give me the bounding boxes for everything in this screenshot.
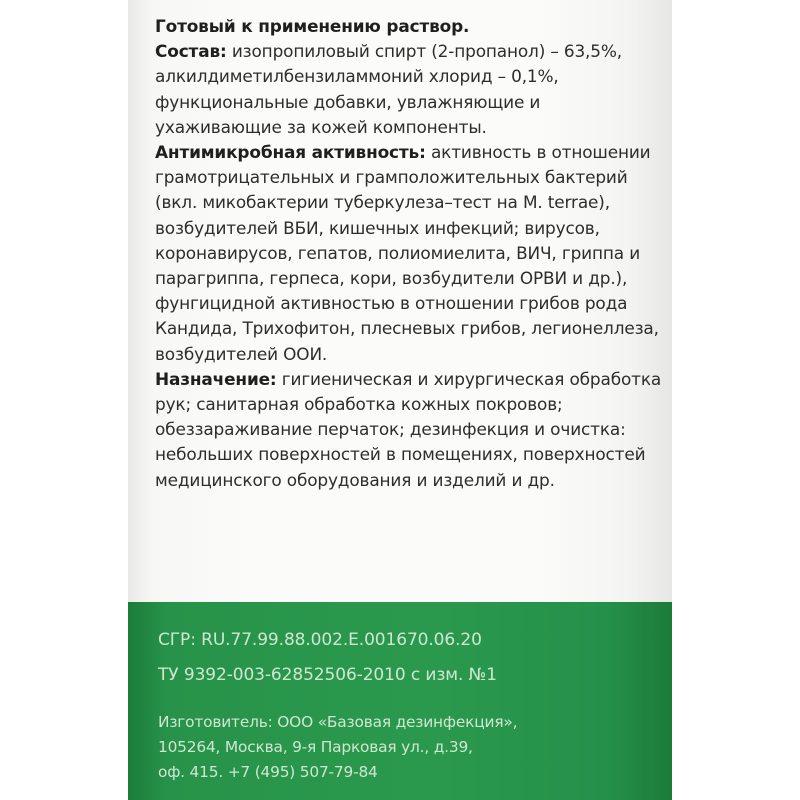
manufacturer-line-1: Изготовитель: ООО «Базовая дезинфекция», bbox=[158, 713, 518, 731]
tu-number: ТУ 9392-003-62852506-2010 с изм. №1 bbox=[158, 665, 497, 685]
purpose-text: гигиеническая и хирургическая обработка рук; санитарная обработка кожных покровов; обеззараживание перчаток; дезинфекция и очистка: небольших поверхностей в помещениях, поверхностей медицинского оборудования и изделий и др. bbox=[155, 368, 662, 490]
composition-heading: Состав: bbox=[155, 41, 227, 62]
manufacturer-line-2: 105264, Москва, 9-я Парковая ул., д.39, bbox=[158, 738, 473, 756]
antimicrobial-heading: Антимикробная активность: bbox=[155, 142, 426, 163]
green-footer-band bbox=[128, 602, 672, 800]
antimicrobial-paragraph bbox=[155, 140, 665, 367]
manufacturer-info bbox=[158, 710, 517, 785]
intro-line: Готовый к применению раствор. bbox=[155, 16, 470, 36]
product-label bbox=[128, 0, 672, 800]
sgr-number: СГР: RU.77.99.88.002.Е.001670.06.20 bbox=[158, 630, 482, 650]
antimicrobial-text: активность в отношении грамотрицательных и грамположительных бактерий (вкл. микобактерии туберкулеза–тест на M. terrae), возбудителей ВБИ, кишечных инфекций; вирусов, коронавирусов, гепатов, полиомиелита, ВИЧ, гриппа и парагриппа, герпеса, кори, возбудители ОРВИ и др.), фунгицидной активностью в отношении грибов рода Кандида, Трихофитон, плесневых грибов, легионеллеза, возбудителей ООИ. bbox=[155, 142, 659, 364]
composition-text: изопропиловый спирт (2-пропанол) – 63,5%, алкилдиметилбензиламмоний хлорид – 0,1%, функциональные добавки, увлажняющие и ухаживающие за кожей компоненты. bbox=[155, 41, 622, 137]
manufacturer-line-3: оф. 415. +7 (495) 507-79-84 bbox=[158, 763, 378, 781]
purpose-paragraph bbox=[155, 367, 665, 493]
purpose-heading: Назначение: bbox=[155, 368, 277, 389]
composition-paragraph bbox=[155, 39, 665, 140]
label-text-block bbox=[155, 14, 665, 493]
